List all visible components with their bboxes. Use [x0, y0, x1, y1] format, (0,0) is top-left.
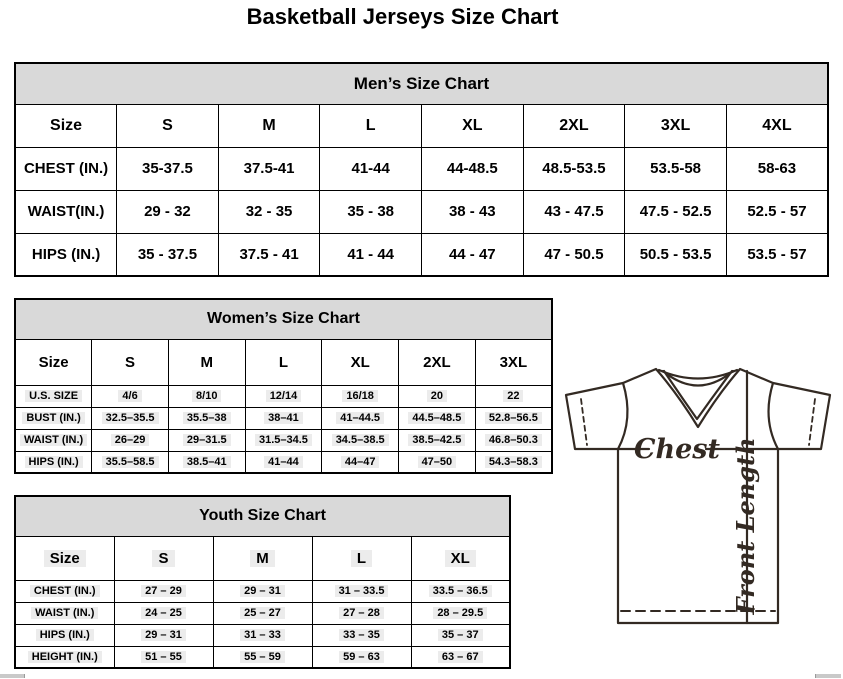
table-title-row	[15, 299, 552, 339]
column-header	[168, 339, 245, 385]
page-title: Basketball Jerseys Size Chart	[246, 4, 559, 29]
table-cell	[312, 624, 411, 646]
table-cell	[399, 451, 476, 473]
table-cell-text: 33.5 – 36.5	[429, 585, 492, 597]
row-label-text: CHEST (IN.)	[23, 160, 109, 177]
column-header	[15, 536, 114, 580]
table-cell	[320, 147, 422, 190]
table-cell-text: 31 – 33	[240, 629, 285, 641]
row-label-text: HIPS (IN.)	[31, 245, 101, 263]
table-cell-text: 8/10	[192, 390, 221, 402]
table-cell-text: 55 – 59	[240, 651, 285, 663]
column-header	[92, 339, 169, 385]
table-cell-text: 38–41	[264, 412, 303, 424]
table-cell-text: 63 – 67	[438, 651, 483, 663]
table-row	[15, 580, 510, 602]
table-cell	[411, 580, 510, 602]
horizontal-scrollbar-fragment-left[interactable]	[0, 674, 25, 678]
table-cell	[322, 429, 399, 451]
row-label	[15, 147, 117, 190]
column-header	[15, 104, 117, 147]
column-header-text: L	[278, 353, 289, 371]
table-cell	[322, 451, 399, 473]
table-row	[15, 385, 552, 407]
table-cell-text: 32 - 35	[245, 203, 293, 220]
table-cell	[92, 385, 169, 407]
row-label-text: HEIGHT (IN.)	[28, 651, 102, 663]
column-header-text: 3XL	[499, 353, 528, 371]
horizontal-scrollbar-fragment-right[interactable]	[815, 674, 841, 678]
table-cell-text: 44-48.5	[446, 160, 498, 177]
table-cell	[399, 407, 476, 429]
table-row	[15, 407, 552, 429]
table-cell	[218, 233, 320, 276]
table-cell	[213, 646, 312, 668]
jersey-measurement-diagram	[553, 361, 843, 673]
row-label	[15, 233, 117, 276]
table-cell	[475, 407, 552, 429]
column-header-text: M	[200, 353, 213, 371]
column-header-text: S	[152, 550, 174, 567]
table-cell-text: 46.8–50.3	[485, 434, 542, 446]
table-cell	[312, 646, 411, 668]
column-header	[322, 339, 399, 385]
table-cell	[92, 407, 169, 429]
column-header-text: M	[262, 116, 276, 134]
column-header-text: 4XL	[762, 116, 792, 134]
table-cell	[322, 407, 399, 429]
table-cell-text: 16/18	[342, 390, 378, 402]
table-cell	[245, 407, 322, 429]
table-cell-text: 44.5–48.5	[408, 412, 465, 424]
table-cell	[625, 147, 727, 190]
table-cell-text: 35.5–58.5	[102, 456, 159, 468]
row-label	[15, 385, 92, 407]
table-cell	[92, 451, 169, 473]
table-cell	[245, 451, 322, 473]
column-header-text: 2XL	[423, 353, 451, 371]
table-cell-text: 47 - 50.5	[544, 245, 604, 263]
table-cell-text: 54.3–58.3	[485, 456, 542, 468]
table-cell	[422, 147, 524, 190]
table-cell	[117, 147, 219, 190]
table-cell	[114, 580, 213, 602]
table-row	[15, 429, 552, 451]
table-cell-text: 27 – 28	[339, 607, 384, 619]
table-cell	[114, 602, 213, 624]
column-header-text: L	[365, 116, 376, 134]
chest-label: Chest	[634, 434, 720, 465]
column-header-row	[15, 104, 828, 147]
column-header	[114, 536, 213, 580]
table-cell-text: 32.5–35.5	[102, 412, 159, 424]
table-title-row	[15, 496, 510, 536]
jersey-outline-icon	[566, 369, 830, 623]
table-cell-text: 38.5–41	[183, 456, 231, 468]
table-cell	[422, 190, 524, 233]
table-cell-text: 59 – 63	[339, 651, 384, 663]
table-cell	[213, 580, 312, 602]
column-header	[117, 104, 219, 147]
column-header	[726, 104, 828, 147]
column-header-text: Size	[38, 353, 69, 371]
row-label-text: CHEST (IN.)	[30, 585, 100, 597]
table-cell	[523, 233, 625, 276]
table-cell-text: 26–29	[111, 434, 150, 446]
table-cell	[245, 385, 322, 407]
table-cell	[312, 602, 411, 624]
column-header	[411, 536, 510, 580]
column-header-text: S	[125, 353, 136, 371]
table-cell	[168, 407, 245, 429]
table-cell-text: 4/6	[118, 390, 141, 402]
table-title: Men’s Size Chart	[15, 63, 828, 104]
table-cell-text: 27 – 29	[141, 585, 186, 597]
table-row	[15, 624, 510, 646]
row-label	[15, 190, 117, 233]
row-label-text: BUST (IN.)	[22, 412, 84, 424]
table-cell-text: 33 – 35	[339, 629, 384, 641]
table-cell	[320, 190, 422, 233]
table-cell	[117, 190, 219, 233]
table-cell-text: 51 – 55	[141, 651, 186, 663]
table-title: Youth Size Chart	[15, 496, 510, 536]
row-label	[15, 646, 114, 668]
table-cell	[320, 233, 422, 276]
column-header	[312, 536, 411, 580]
row-label-text: WAIST(IN.)	[27, 203, 105, 220]
table-cell-text: 38 - 43	[448, 203, 496, 220]
column-header-row	[15, 339, 552, 385]
womens-size-table	[14, 298, 553, 474]
table-cell-text: 35-37.5	[142, 160, 193, 177]
table-row	[15, 190, 828, 233]
table-cell-text: 31 – 33.5	[335, 585, 389, 597]
table-cell-text: 41 - 44	[347, 245, 395, 263]
table-cell-text: 44–47	[341, 456, 380, 468]
table-cell-text: 12/14	[266, 390, 302, 402]
table-cell	[245, 429, 322, 451]
row-label	[15, 407, 92, 429]
table-cell	[168, 429, 245, 451]
table-row	[15, 147, 828, 190]
table-cell-text: 47–50	[418, 456, 457, 468]
table-cell	[399, 385, 476, 407]
table-cell-text: 48.5-53.5	[542, 160, 606, 177]
table-cell-text: 29 - 32	[144, 203, 191, 220]
column-header-text: Size	[50, 116, 83, 134]
mens-size-table	[14, 62, 829, 277]
column-header	[320, 104, 422, 147]
table-cell-text: 43 - 47.5	[544, 203, 604, 220]
table-cell	[411, 646, 510, 668]
row-label-text: U.S. SIZE	[25, 390, 82, 402]
row-label	[15, 602, 114, 624]
table-cell-text: 44 - 47	[448, 245, 496, 263]
table-cell	[114, 646, 213, 668]
column-header-text: M	[250, 550, 275, 567]
table-cell-text: 37.5 - 41	[239, 245, 299, 263]
column-header	[218, 104, 320, 147]
column-header-text: XL	[462, 116, 483, 134]
table-cell	[625, 190, 727, 233]
table-cell	[213, 624, 312, 646]
table-cell	[726, 147, 828, 190]
column-header-text: S	[162, 116, 173, 134]
table-cell-text: 35 - 37.5	[137, 245, 198, 263]
table-cell	[168, 451, 245, 473]
table-cell-text: 22	[503, 390, 523, 402]
column-header	[475, 339, 552, 385]
table-cell-text: 24 – 25	[141, 607, 186, 619]
table-cell-text: 34.5–38.5	[332, 434, 389, 446]
column-header-text: XL	[445, 550, 476, 567]
table-cell-text: 52.5 - 57	[747, 203, 807, 220]
table-cell-text: 47.5 - 52.5	[639, 203, 712, 220]
table-cell	[411, 602, 510, 624]
column-header-text: 2XL	[559, 116, 589, 134]
table-cell-text: 38.5–42.5	[408, 434, 465, 446]
table-cell-text: 35 – 37	[438, 629, 483, 641]
table-cell	[523, 147, 625, 190]
row-label-text: HIPS (IN.)	[25, 456, 83, 468]
table-cell	[218, 190, 320, 233]
table-cell	[475, 451, 552, 473]
table-row	[15, 602, 510, 624]
table-cell-text: 53.5-58	[650, 160, 701, 177]
front-length-label: Front Length	[731, 437, 760, 615]
table-cell	[213, 602, 312, 624]
table-cell	[117, 233, 219, 276]
table-cell-text: 29 – 31	[240, 585, 285, 597]
table-cell-text: 29–31.5	[183, 434, 231, 446]
table-cell	[422, 233, 524, 276]
table-cell	[475, 429, 552, 451]
youth-size-table	[14, 495, 511, 669]
table-cell-text: 58-63	[757, 160, 797, 177]
table-cell-text: 29 – 31	[141, 629, 186, 641]
table-cell-text: 37.5-41	[243, 160, 295, 177]
column-header-row	[15, 536, 510, 580]
table-cell	[92, 429, 169, 451]
table-cell	[523, 190, 625, 233]
column-header	[399, 339, 476, 385]
table-cell-text: 53.5 - 57	[747, 245, 807, 263]
table-cell	[726, 233, 828, 276]
column-header	[422, 104, 524, 147]
column-header	[523, 104, 625, 147]
table-row	[15, 233, 828, 276]
column-header-text: L	[351, 550, 372, 567]
table-cell	[322, 385, 399, 407]
row-label-text: HIPS (IN.)	[36, 629, 94, 641]
table-cell	[399, 429, 476, 451]
table-cell-text: 41–44.5	[336, 412, 384, 424]
table-cell-text: 31.5–34.5	[255, 434, 312, 446]
row-label	[15, 580, 114, 602]
table-cell	[114, 624, 213, 646]
row-label	[15, 429, 92, 451]
table-cell	[411, 624, 510, 646]
table-title-row	[15, 63, 828, 104]
table-title: Women’s Size Chart	[15, 299, 552, 339]
column-header	[625, 104, 727, 147]
row-label-text: WAIST (IN.)	[31, 607, 98, 619]
table-cell-text: 28 – 29.5	[433, 607, 487, 619]
table-cell-text: 35.5–38	[183, 412, 231, 424]
table-cell	[475, 385, 552, 407]
row-label-text: WAIST (IN.)	[20, 434, 87, 446]
column-header-text: Size	[44, 550, 86, 567]
row-label	[15, 624, 114, 646]
column-header	[245, 339, 322, 385]
table-cell-text: 52.8–56.5	[485, 412, 542, 424]
column-header	[213, 536, 312, 580]
table-cell-text: 50.5 - 53.5	[639, 245, 712, 263]
table-row	[15, 646, 510, 668]
column-header-text: XL	[350, 353, 370, 371]
column-header-text: 3XL	[660, 116, 691, 134]
table-cell	[218, 147, 320, 190]
row-label	[15, 451, 92, 473]
table-cell-text: 41–44	[264, 456, 303, 468]
table-cell	[168, 385, 245, 407]
table-row	[15, 451, 552, 473]
table-cell	[625, 233, 727, 276]
table-cell-text: 41-44	[351, 160, 390, 177]
table-cell-text: 25 – 27	[240, 607, 285, 619]
table-cell	[726, 190, 828, 233]
table-cell-text: 20	[427, 390, 447, 402]
table-cell-text: 35 - 38	[347, 203, 395, 220]
column-header	[15, 339, 92, 385]
table-cell	[312, 580, 411, 602]
